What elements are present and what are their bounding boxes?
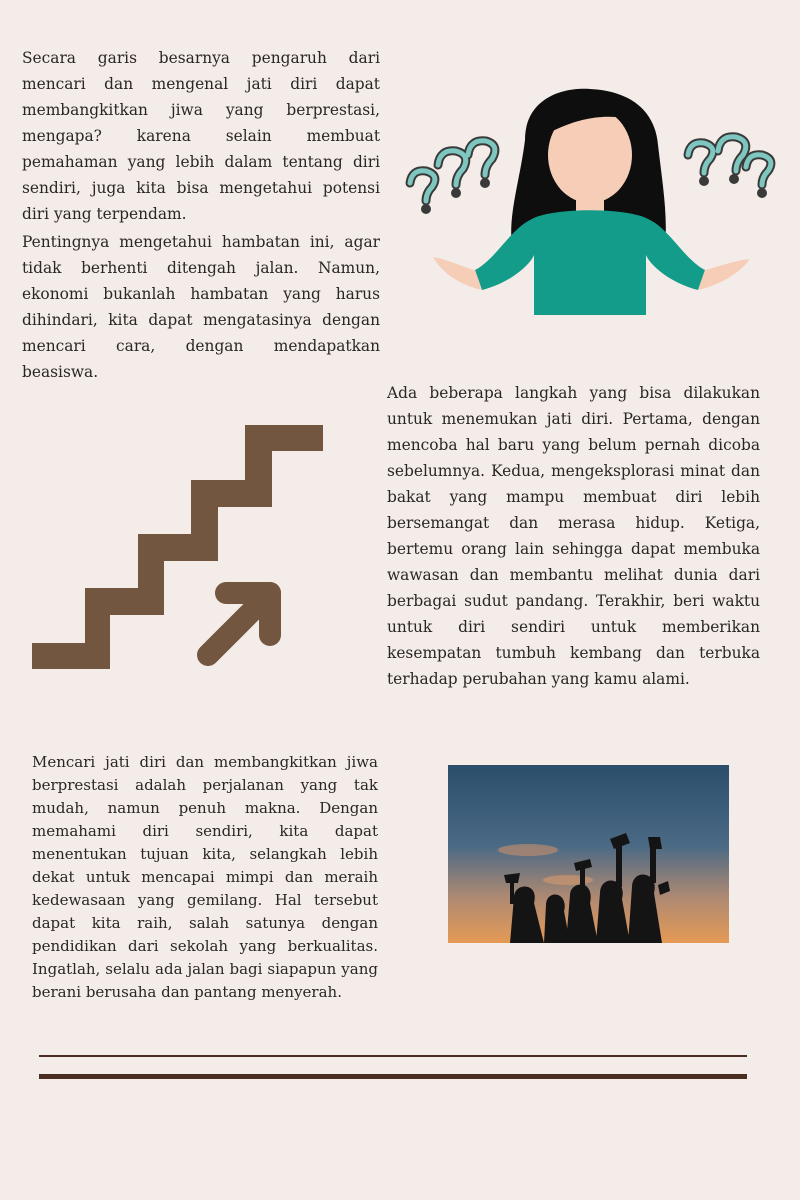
graduation-silhouette-photo — [448, 765, 729, 943]
paragraph-hambatan: Pentingnya mengetahui hambatan ini, agar tidak berhenti ditengah jalan. Namun, ekonomi bukanlah hambatan yang harus dihindari, kita dapat mengatasinya dengan mencari cara, dengan mendapatkan beasiswa. — [22, 233, 380, 381]
stairs-arrow-icon — [30, 425, 330, 675]
paragraph-langkah-jati-diri: Ada beberapa langkah yang bisa dilakukan untuk menemukan jati diri. Pertama, dengan mencoba hal baru yang belum pernah dicoba sebelumnya. Kedua, mengeksplorasi minat dan bakat yang mampu membuat diri lebih bersemangat dan merasa hidup. Ketiga, bertemu orang lain sehingga dapat membuka wawasan dan membantu melihat dunia dari berbagai sudut pandang. Terakhir, beri waktu untuk diri sendiri untuk memberikan kesempatan tumbuh kembang dan terbuka terhadap perubahan yang kamu alami. — [387, 384, 760, 688]
arrow-up-right-icon — [208, 593, 270, 655]
right-hand — [698, 259, 750, 290]
confused-girl-illustration — [400, 85, 780, 325]
divider-thick — [39, 1074, 747, 1079]
left-hand — [433, 257, 482, 290]
divider-thin — [39, 1055, 747, 1057]
paragraph-potensi-diri: Secara garis besarnya pengaruh dari mencari dan mengenal jati diri dapat membangkitkan jiwa yang berprestasi, mengapa? karena selain membuat pemahaman yang lebih dalam tentang diri sendiri, juga kita bisa mengetahui potensi diri yang terpendam. — [22, 49, 380, 223]
paragraph-kesimpulan: Mencari jati diri dan membangkitkan jiwa berprestasi adalah perjalanan yang tak mudah, namun penuh makna. Dengan memahami diri sendiri, kita dapat menentukan tujuan kita, selangkah lebih dekat untuk mencapai mimpi dan meraih kedewasaan yang gemilang. Hal tersebut dapat kita raih, salah satunya dengan pendidikan dari sekolah yang berkualitas. Ingatlah, selalu ada jalan bagi siapapun yang berani berusaha dan pantang menyerah. — [32, 753, 378, 1001]
shirt — [475, 210, 705, 315]
